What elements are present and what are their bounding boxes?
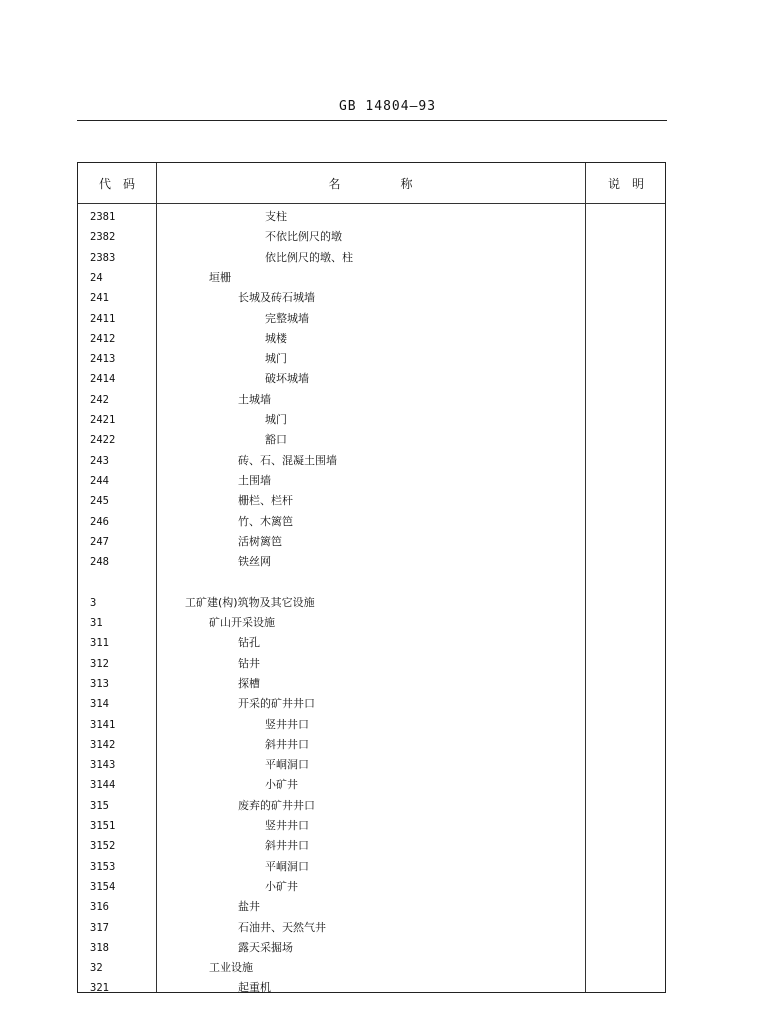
row-code: 2413	[90, 353, 116, 366]
row-name: 土围墙	[238, 473, 271, 487]
row-name: 竖井井口	[265, 819, 309, 832]
header-divider	[78, 203, 665, 204]
row-name: 不依比例尺的墩	[265, 230, 342, 244]
row-code: 3143	[90, 759, 116, 772]
row-name: 斜井井口	[265, 839, 309, 853]
table-row	[78, 410, 665, 430]
row-name: 开采的矿井井口	[238, 697, 315, 711]
row-code: 245	[90, 495, 109, 508]
table-row	[78, 796, 665, 816]
row-name: 矿山开采设施	[209, 616, 275, 629]
row-code: 3	[90, 596, 97, 609]
row-name: 竹、木篱笆	[238, 514, 293, 528]
row-name: 露天采掘场	[238, 940, 293, 954]
row-code: 316	[90, 901, 109, 914]
column-header-code: 代 码	[98, 177, 135, 191]
column-header-name: 名 称	[328, 177, 413, 191]
table-row	[78, 715, 665, 735]
row-name: 废弃的矿井井口	[238, 798, 315, 812]
row-name: 石油井、天然气井	[238, 920, 326, 934]
row-name: 工矿建(构)筑物及其它设施	[185, 595, 315, 609]
table-row	[78, 268, 665, 288]
row-code: 2422	[90, 434, 116, 447]
table-row	[78, 857, 665, 877]
row-name: 平峒洞口	[265, 859, 309, 873]
row-name: 垣栅	[209, 270, 231, 284]
row-code: 321	[90, 982, 109, 995]
row-code: 2382	[90, 231, 116, 244]
header-rule	[77, 120, 667, 121]
table-row	[78, 532, 665, 552]
table-row	[78, 451, 665, 471]
row-code: 3151	[90, 820, 116, 832]
row-code: 315	[90, 799, 109, 812]
standard-header: GB 14804—93	[338, 99, 437, 114]
row-name: 长城及砖石城墙	[238, 291, 315, 305]
row-code: 3154	[90, 880, 116, 893]
row-name: 盐井	[238, 900, 260, 914]
table-row	[78, 775, 665, 795]
row-name: 活树篱笆	[238, 534, 282, 548]
row-code: 244	[90, 474, 109, 487]
table-row	[78, 227, 665, 247]
row-code: 24	[90, 271, 103, 284]
row-code: 248	[90, 556, 109, 569]
table-row	[78, 978, 665, 998]
row-name: 铁丝网	[238, 555, 271, 569]
table-row	[78, 248, 665, 268]
table-row	[78, 958, 665, 978]
table-row	[78, 897, 665, 917]
table-row	[78, 674, 665, 694]
table-row	[78, 309, 665, 329]
table-row	[78, 329, 665, 349]
row-code: 312	[90, 657, 109, 670]
table-row	[78, 938, 665, 958]
row-name: 斜井井口	[265, 737, 309, 751]
row-code: 313	[90, 677, 109, 690]
row-name: 城门	[265, 413, 287, 426]
table-row	[78, 836, 665, 856]
table-row	[78, 572, 665, 592]
row-name: 砖、石、混凝土围墙	[238, 453, 337, 467]
row-name: 钻井	[238, 656, 260, 670]
code-table	[77, 162, 666, 993]
row-code: 314	[90, 698, 109, 711]
row-code: 31	[90, 617, 103, 629]
row-code: 2412	[90, 332, 116, 345]
row-code: 2383	[90, 251, 116, 264]
table-row	[78, 633, 665, 653]
row-code: 243	[90, 454, 109, 467]
row-code: 32	[90, 962, 103, 975]
table-row	[78, 613, 665, 633]
row-name: 小矿井	[265, 879, 298, 893]
row-code: 3141	[90, 718, 116, 731]
row-code: 2414	[90, 373, 116, 386]
row-code: 2421	[90, 414, 116, 426]
row-name: 破坏城墙	[265, 372, 309, 386]
table-row	[78, 654, 665, 674]
row-code: 3153	[90, 860, 116, 873]
table-row	[78, 552, 665, 572]
table-row	[78, 430, 665, 450]
table-row	[78, 694, 665, 714]
table-row	[78, 491, 665, 511]
row-name: 豁口	[265, 433, 287, 447]
row-code: 3144	[90, 779, 116, 792]
row-code: 3142	[90, 738, 116, 751]
row-code: 3152	[90, 840, 116, 853]
row-name: 栅栏、栏杆	[238, 494, 293, 508]
row-code: 317	[90, 921, 109, 934]
row-code: 318	[90, 941, 109, 954]
row-name: 平峒洞口	[265, 758, 309, 772]
row-code: 2381	[90, 211, 116, 223]
table-row	[78, 207, 665, 227]
row-code: 241	[90, 292, 109, 305]
table-row	[78, 471, 665, 491]
table-row	[78, 369, 665, 389]
table-row	[78, 593, 665, 613]
table-row	[78, 512, 665, 532]
row-code: 2411	[90, 312, 116, 325]
table-row	[78, 288, 665, 308]
table-row	[78, 755, 665, 775]
row-code: 311	[90, 637, 109, 650]
row-name: 竖井井口	[265, 717, 309, 731]
row-name: 小矿井	[265, 778, 298, 792]
table-row	[78, 349, 665, 369]
row-name: 钻孔	[238, 636, 260, 650]
column-header-note: 说 明	[607, 177, 644, 191]
row-code: 246	[90, 515, 109, 528]
table-row	[78, 816, 665, 836]
row-name: 土城墙	[238, 392, 271, 406]
row-name: 探槽	[238, 676, 260, 690]
row-name: 完整城墙	[265, 311, 309, 325]
row-code: 247	[90, 535, 109, 548]
table-row	[78, 877, 665, 897]
row-name: 城楼	[265, 331, 287, 345]
table-row	[78, 918, 665, 938]
table-row	[78, 735, 665, 755]
row-name: 城门	[265, 352, 287, 366]
row-name: 支柱	[265, 210, 287, 223]
row-code: 242	[90, 393, 109, 406]
row-name: 工业设施	[209, 961, 253, 975]
table-row	[78, 390, 665, 410]
row-name: 起重机	[238, 981, 271, 995]
row-name: 依比例尺的墩、柱	[265, 250, 353, 264]
